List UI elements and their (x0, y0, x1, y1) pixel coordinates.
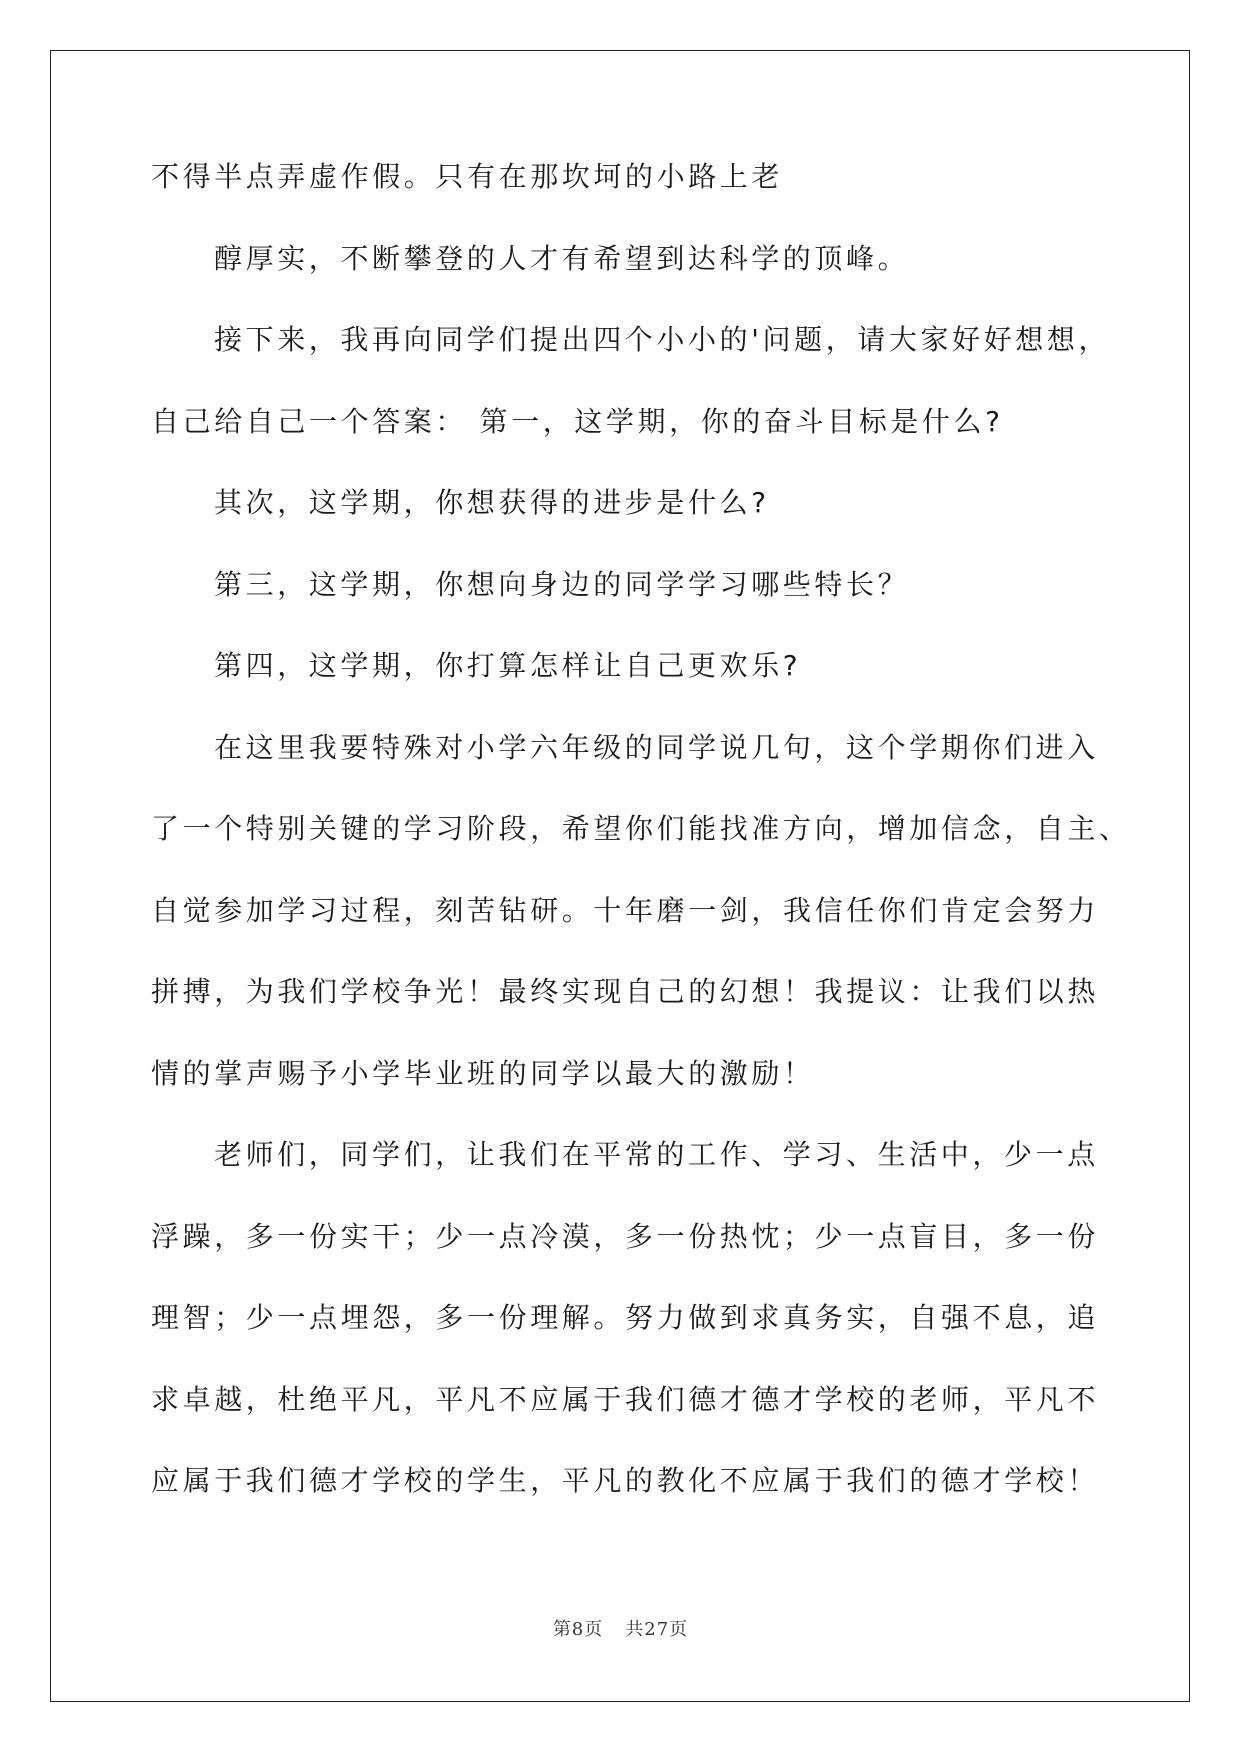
text-line: 醇厚实，不断攀登的人才有希望到达科学的顶峰。 (214, 241, 910, 275)
page-total: 共27页 (625, 1619, 689, 1640)
text-line: 在这里我要特殊对小学六年级的同学说几句，这个学期你们进入 (214, 730, 1099, 764)
text-line: 了一个特别关键的学习阶段，希望你们能找准方向，增加信念，自主、 (151, 812, 1131, 845)
page-footer (0, 1615, 1241, 1641)
text-line: 第三，这学期，你想向身边的同学学习哪些特长？ (214, 567, 910, 601)
document-body (151, 160, 1131, 1549)
text-line: 自己给自己一个答案： 第一，这学期，你的奋斗目标是什么? (151, 404, 1004, 438)
text-line: 理智；少一点埋怨，多一份理解。努力做到求真务实，自强不息，追 (151, 1301, 1100, 1334)
text-line: 不得半点弄虚作假。只有在那坎坷的小路上老 (151, 160, 784, 193)
text-line: 老师们，同学们，让我们在平常的工作、学习、生活中，少一点 (214, 1138, 1099, 1171)
text-line: 情的掌声赐予小学毕业班的同学以最大的激励！ (151, 1056, 815, 1090)
text-line: 求卓越，杜绝平凡，平凡不应属于我们德才德才学校的老师，平凡不 (151, 1382, 1100, 1416)
text-line: 接下来，我再向同学们提出四个小小的'问题，请大家好好想想， (214, 323, 1111, 356)
page-number: 第8页 (552, 1619, 604, 1640)
text-line: 拼搏，为我们学校争光！最终实现自己的幻想！我提议：让我们以热 (151, 975, 1100, 1008)
text-line: 浮躁，多一份实干；少一点冷漠，多一份热忱；少一点盲目，多一份 (151, 1219, 1100, 1253)
text-line: 第四，这学期，你打算怎样让自己更欢乐? (214, 649, 802, 682)
text-line: 其次，这学期，你想获得的进步是什么? (214, 486, 770, 519)
text-line: 应属于我们德才学校的学生，平凡的教化不应属于我们的德才学校！ (151, 1464, 1100, 1497)
text-line: 自觉参加学习过程，刻苦钻研。十年磨一剑，我信任你们肯定会努力 (151, 893, 1100, 927)
